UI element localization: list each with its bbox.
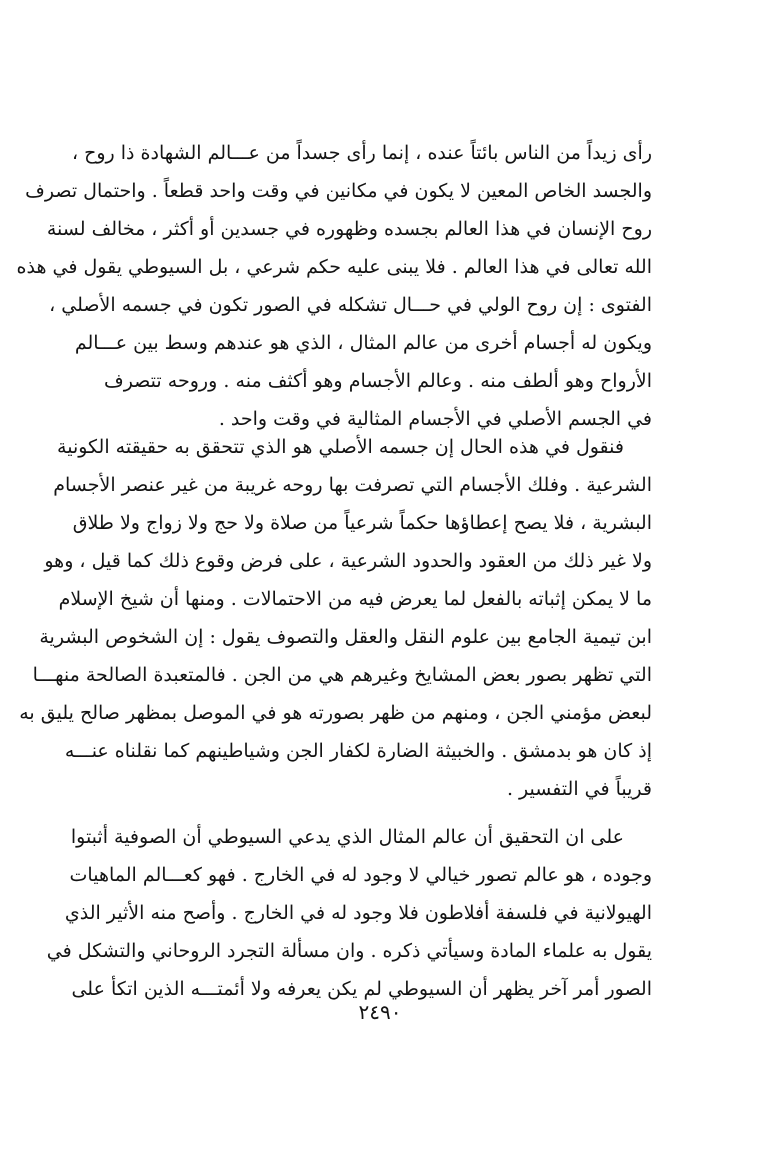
text-line: الصور أمر آخر يظهر أن السيوطي لم يكن يعرفه ولا أئمتـــه الذين اتكأ على	[71, 978, 652, 1000]
text-line: ابن تيمية الجامع بين علوم النقل والعقل والتصوف يقول : إن الشخوص البشرية	[39, 626, 652, 648]
text-line: في الجسم الأصلي في الأجسام المثالية في وقت واحد .	[218, 408, 652, 430]
paragraph-2	[19, 428, 652, 808]
text-line: الهيولانية في فلسفة أفلاطون فلا وجود له في الخارج . وأصح منه الأثير الذي	[64, 902, 652, 924]
text-line: ويكون له أجسام أخرى من عالم المثال ، الذي هو عندهم وسط بين عـــالم	[74, 332, 652, 354]
text-line: ولا غير ذلك من العقود والحدود الشرعية ، على فرض وقوع ذلك كما قيل ، وهو	[44, 550, 652, 572]
text-line: فنقول في هذه الحال إن جسمه الأصلي هو الذي تتحقق به حقيقته الكونية	[57, 436, 624, 458]
text-line: إذ كان هو بدمشق . والخبيثة الضارة لكفار الجن وشياطينهم كما نقلناه عنـــه	[64, 740, 652, 762]
page-number: ٢٤٩٠	[358, 1000, 402, 1024]
paragraph-3	[46, 818, 652, 1008]
text-line: على ان التحقيق أن عالم المثال الذي يدعي السيوطي أن الصوفية أثبتوا	[70, 826, 624, 848]
text-line: رأى زيداً من الناس بائتاً عنده ، إنما رأى جسداً من عـــالم الشهادة ذا روح ،	[71, 142, 652, 164]
text-line: يقول به علماء المادة وسيأتي ذكره . وان مسألة التجرد الروحاني والتشكل في	[46, 940, 652, 962]
text-line: لبعض مؤمني الجن ، ومنهم من ظهر بصورته هو في الموصل بمظهر صالح يليق به	[19, 702, 652, 724]
text-line: الفتوى : إن روح الولي في حـــال تشكله في الصور تكون في جسمه الأصلي ،	[49, 294, 652, 316]
text-line: والجسد الخاص المعين لا يكون في مكانين في وقت واحد قطعاً . واحتمال تصرف	[25, 180, 652, 202]
text-line: التي تظهر بصور بعض المشايخ وغيرهم هي من الجن . فالمتعبدة الصالحة منهـــا	[32, 664, 652, 686]
text-line: الشرعية . وفلك الأجسام التي تصرفت بها روحه غريبة من غير عنصر الأجسام	[53, 474, 652, 496]
text-line: ما لا يمكن إثباته بالفعل لما يعرض فيه من الاحتمالات . ومنها أن شيخ الإسلام	[58, 588, 652, 610]
text-line: البشرية ، فلا يصح إعطاؤها حكماً شرعياً من صلاة ولا حج ولا زواج ولا طلاق	[72, 512, 652, 534]
text-line: روح الإنسان في هذا العالم بجسده وظهوره في جسدين أو أكثر ، مخالف لسنة	[46, 218, 652, 240]
text-line: الأرواح وهو ألطف منه . وعالم الأجسام وهو أكثف منه . وروحه تتصرف	[104, 370, 652, 392]
text-line: وجوده ، هو عالم تصور خيالي لا وجود له في الخارج . فهو كعـــالم الماهيات	[69, 864, 652, 886]
text-line: الله تعالى في هذا العالم . فلا يبنى عليه حكم شرعي ، بل السيوطي يقول في هذه	[16, 256, 652, 278]
text-line: قريباً في التفسير .	[506, 778, 652, 800]
paragraph-1	[16, 134, 652, 438]
